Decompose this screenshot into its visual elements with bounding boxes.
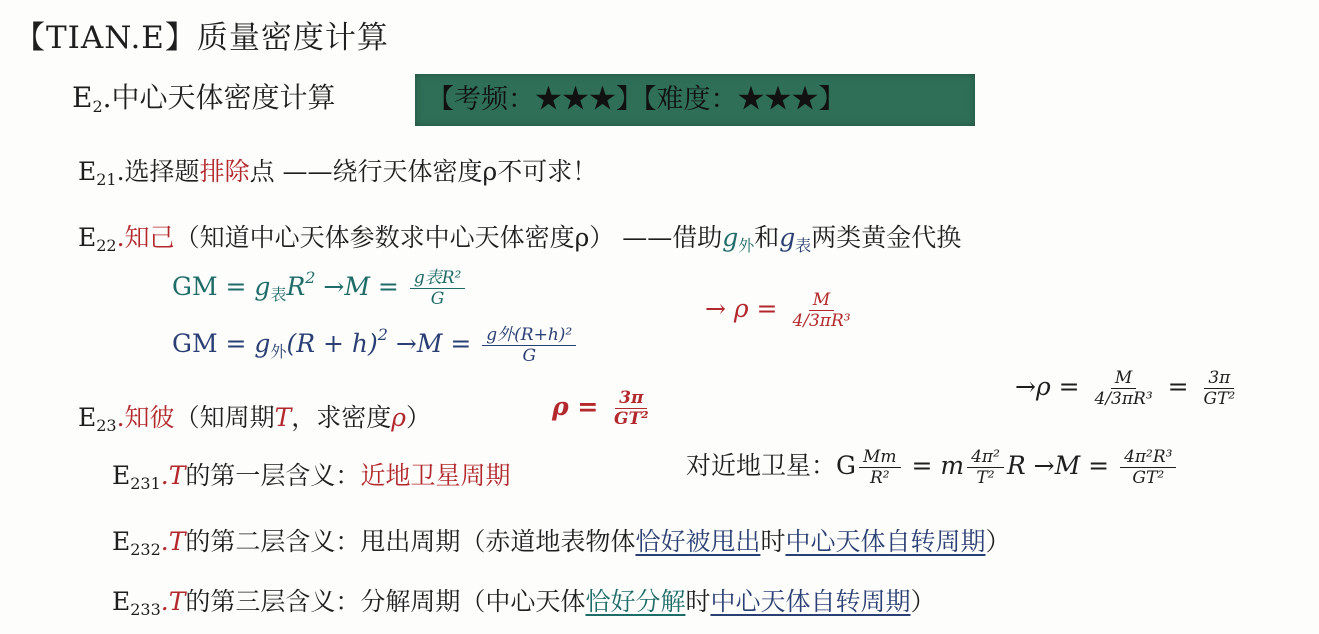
rho1-den: 4/3πR³ <box>792 311 851 331</box>
e22-highlight: .知己 <box>116 223 175 252</box>
eq1-exp: 2 <box>305 268 316 287</box>
e231-fraction-2 <box>967 447 1004 488</box>
e233-text-3: ） <box>910 587 936 616</box>
rho2-eq: = <box>1159 372 1197 401</box>
e22-text-and: 和 <box>754 223 780 252</box>
e23-formula-lhs: ρ = <box>552 392 607 421</box>
eq2-lhs: GM = <box>172 329 255 358</box>
e231-f3-num: 4π²R³ <box>1120 447 1176 468</box>
e22-prefix: E <box>78 223 97 252</box>
eq2-arrow: →M = <box>387 329 480 358</box>
eq2-exp: 2 <box>377 325 388 344</box>
rho1-num: M <box>809 290 834 311</box>
rho2-num2: 3π <box>1204 368 1234 389</box>
e233-text-2: 时 <box>685 587 711 616</box>
e232-underline-2: 中心天体自转周期 <box>785 527 986 556</box>
e23-text-1: （知周期 <box>174 403 275 432</box>
e22-g-surface: g <box>779 223 796 252</box>
e232-prefix: E <box>112 527 131 556</box>
section-heading <box>72 76 336 116</box>
eq1-lhs: GM = <box>172 272 255 301</box>
eq1-r: R <box>286 272 306 301</box>
eq2-num: g外(R+h)² <box>482 325 576 346</box>
e22-line <box>78 218 961 256</box>
e21-prefix: E <box>78 157 97 186</box>
e23-highlight: .知彼 <box>116 403 175 432</box>
e23-text-3: ） <box>405 403 431 432</box>
e23-den: GT² <box>613 409 649 429</box>
e22-g-outer: g <box>722 223 739 252</box>
rho2-num1: M <box>1111 368 1136 389</box>
density-formula-1 <box>705 290 858 331</box>
e232-text-1: 的第二层含义：甩出周期（赤道地表物体 <box>185 527 636 556</box>
eq1-num: g表R² <box>410 268 466 289</box>
e231-T: .T <box>160 461 186 490</box>
e231-fraction-1 <box>859 447 901 488</box>
equation-outer-gravity <box>172 325 579 366</box>
eq1-arrow: →M = <box>315 272 407 301</box>
e231-text-1: 的第一层含义： <box>185 461 361 490</box>
e232-underline-1: 恰好被甩出 <box>635 527 761 556</box>
e21-sub: 21 <box>96 170 117 189</box>
e23-prefix: E <box>78 403 97 432</box>
e22-sub: 22 <box>96 236 117 255</box>
eq2-den: G <box>522 346 537 366</box>
e23-sub: 23 <box>96 416 117 435</box>
e23-rho: ρ <box>391 403 406 432</box>
e233-T: .T <box>160 587 186 616</box>
e231-f2-num: 4π² <box>967 447 1004 468</box>
density-formula-2 <box>552 388 656 429</box>
e23-text-2: ，求密度 <box>291 403 392 432</box>
e231-arrow: →M = <box>1025 451 1118 480</box>
e232-T: .T <box>160 527 186 556</box>
rho2-lhs: →ρ = <box>1015 372 1088 401</box>
e231-f1-num: Mm <box>859 447 901 468</box>
e23-fraction <box>610 388 653 429</box>
e231-prefix: E <box>112 461 131 490</box>
eq2-g-sub: 外 <box>270 342 287 361</box>
page-title: 【TIAN.E】质量密度计算 <box>14 20 389 56</box>
e233-prefix: E <box>112 587 131 616</box>
e22-g-outer-sub: 外 <box>738 236 755 255</box>
eq1-g-sub: 表 <box>270 285 287 304</box>
e231-f1-den: R² <box>869 468 890 488</box>
eq2-r-plus-h: (R + h) <box>286 329 378 358</box>
e22-g-surface-sub: 表 <box>795 236 812 255</box>
e232-text-2: 时 <box>760 527 786 556</box>
eq2-g: g <box>254 329 271 358</box>
e231-R: R <box>1006 451 1026 480</box>
e231-fraction-3 <box>1120 447 1176 488</box>
e231-line <box>112 456 510 493</box>
e22-text-1: （知道中心天体参数求中心天体密度ρ） ——借助 <box>174 223 723 252</box>
eq1-fraction <box>410 268 466 309</box>
rho2-fraction-1 <box>1091 368 1157 409</box>
equation-surface-gravity <box>172 268 468 309</box>
e23-line <box>78 398 431 435</box>
section-label-tail: .中心天体密度计算 <box>102 81 336 114</box>
e233-sub: 233 <box>130 600 161 619</box>
e231-mid: = m <box>903 451 965 480</box>
eq1-den: G <box>430 289 445 309</box>
e21-highlight: 排除 <box>199 157 250 186</box>
e23-T: T <box>274 403 292 432</box>
rho1-fraction <box>788 290 854 331</box>
e232-line <box>112 522 1011 559</box>
e233-line <box>112 582 936 619</box>
e232-text-3: ） <box>985 527 1011 556</box>
e22-text-2: 两类黄金代换 <box>811 223 962 252</box>
e231-text-2: 对近地卫星： <box>686 451 837 480</box>
e21-line <box>78 152 597 189</box>
e232-sub: 232 <box>130 540 161 559</box>
eq1-g: g <box>254 272 271 301</box>
e233-text-1: 的第三层含义：分解周期（中心天体 <box>185 587 586 616</box>
rho2-den1: 4/3πR³ <box>1094 389 1153 409</box>
eq2-fraction <box>482 325 576 366</box>
e23-num: 3π <box>615 388 647 409</box>
e231-G: G <box>836 451 856 480</box>
e21-text-2: 点 ——绕行天体密度ρ不可求！ <box>249 157 598 186</box>
e233-underline-1: 恰好分解 <box>585 587 686 616</box>
e231-formula <box>686 446 1179 488</box>
section-label: E <box>72 81 93 114</box>
rho1-lhs: → ρ = <box>705 294 786 323</box>
density-derivation <box>1015 368 1242 409</box>
rho2-fraction-2 <box>1200 368 1240 409</box>
e231-f2-den: T² <box>976 468 995 488</box>
e231-sub: 231 <box>130 474 161 493</box>
e233-underline-2: 中心天体自转周期 <box>710 587 911 616</box>
frequency-difficulty-badge: 【考频：★★★】【难度：★★★】 <box>415 74 975 126</box>
e21-text-1: .选择题 <box>116 157 200 186</box>
e231-highlight: 近地卫星周期 <box>360 461 511 490</box>
rho2-den2: GT² <box>1203 389 1236 409</box>
section-sub: 2 <box>92 97 103 116</box>
e231-f3-den: GT² <box>1132 468 1165 488</box>
